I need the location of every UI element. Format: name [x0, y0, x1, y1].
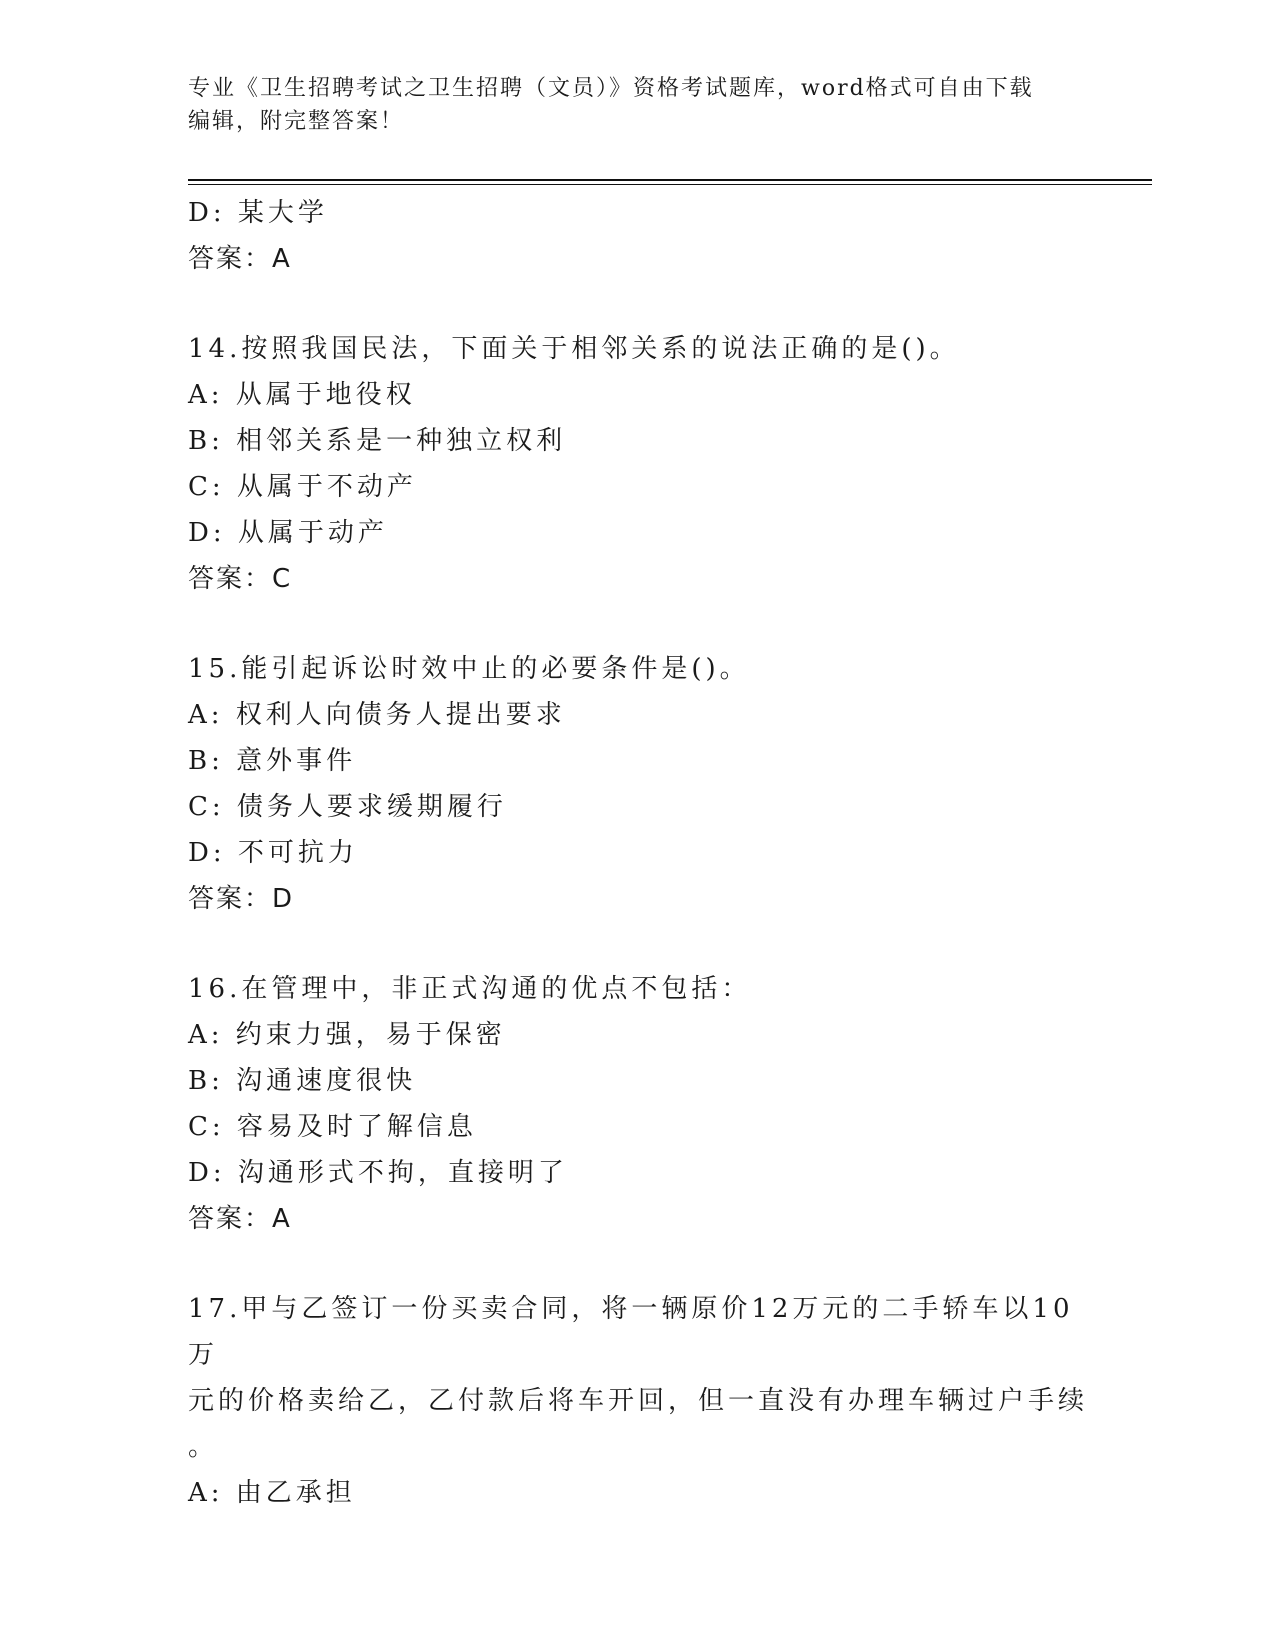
document-header	[188, 72, 1088, 138]
option-b: B: 相邻关系是一种独立权利	[188, 426, 567, 456]
option-d: D: 不可抗力	[188, 838, 358, 868]
option-c: C: 从属于不动产	[188, 472, 417, 502]
question-body	[188, 190, 1088, 1516]
answer-line: 答案：C	[188, 564, 293, 594]
option-b: B: 意外事件	[188, 746, 357, 776]
question-title-line-3: 。	[188, 1432, 219, 1462]
option-d: D: 从属于动产	[188, 518, 388, 548]
spacer	[188, 1242, 1088, 1286]
option-d: D: 沟通形式不拘，直接明了	[188, 1158, 568, 1188]
question-title: 14.按照我国民法，下面关于相邻关系的说法正确的是()。	[188, 334, 960, 364]
question-title: 15.能引起诉讼时效中止的必要条件是()。	[188, 654, 750, 684]
answer-line: 答案：A	[188, 1204, 292, 1234]
question-title: 16.在管理中，非正式沟通的优点不包括：	[188, 974, 752, 1004]
header-rule-thick	[188, 179, 1152, 181]
answer-line: 答案：A	[188, 244, 292, 274]
spacer	[188, 282, 1088, 326]
option-a: A: 约束力强，易于保密	[188, 1020, 506, 1050]
question-title-line-1: 17.甲与乙签订一份买卖合同，将一辆原价12万元的二手轿车以10万	[188, 1294, 1074, 1370]
header-line-1: 专业《卫生招聘考试之卫生招聘（文员）》资格考试题库，word格式可自由下载	[188, 76, 1034, 101]
option-c: C: 容易及时了解信息	[188, 1112, 477, 1142]
option-b: B: 沟通速度很快	[188, 1066, 417, 1096]
header-line-2: 编辑，附完整答案！	[188, 109, 405, 134]
spacer	[188, 602, 1088, 646]
option-c: C: 债务人要求缓期履行	[188, 792, 507, 822]
option-a: A: 由乙承担	[188, 1478, 356, 1508]
option-a: A: 从属于地役权	[188, 380, 416, 410]
spacer	[188, 922, 1088, 966]
answer-line: 答案：D	[188, 884, 295, 914]
option-d: D: 某大学	[188, 198, 328, 228]
question-title-line-2: 元的价格卖给乙，乙付款后将车开回，但一直没有办理车辆过户手续	[188, 1386, 1089, 1416]
header-rule-thin	[188, 184, 1152, 185]
option-a: A: 权利人向债务人提出要求	[188, 700, 566, 730]
